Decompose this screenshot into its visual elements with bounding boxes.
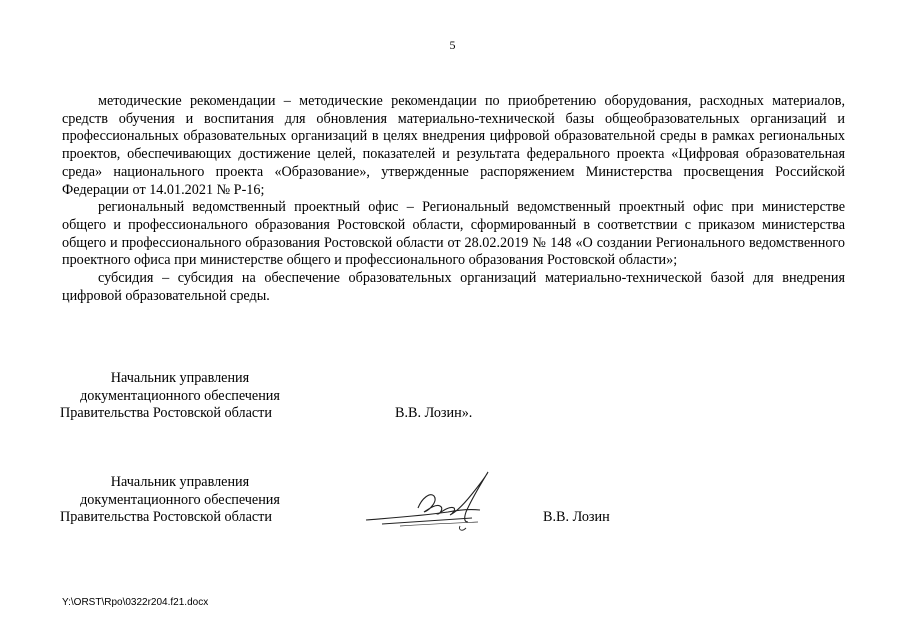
handwritten-signature — [360, 468, 510, 538]
signatory-name-2: В.В. Лозин — [543, 509, 610, 525]
definition-methodical-recommendations: методические рекомендации – методические рекомендации по приобретению оборудования, расходных материалов, средств обучения и воспитания для обновления материально-технической базы общеобразовательных организаций и профессиональных образовательных организаций в целях внедрения цифровой образовательной среды в рамках региональных проектов, обеспечивающих достижение целей, показателей и результата федерального проекта «Цифровая образовательная среда» национального проекта «Образование», утвержденные распоряжением Министерства просвещения Российской Федерации от 14.01.2021 № Р-16; — [62, 93, 845, 198]
signatory-name-1: В.В. Лозин». — [395, 405, 473, 421]
signatory-title-block-2 — [60, 474, 300, 527]
file-path-footer: Y:\ORST\Rpo\0322r204.f21.docx — [62, 597, 209, 608]
signatory-title-line-1: Начальник управления — [110, 370, 250, 386]
signatory-title-line-1: Начальник управления — [110, 474, 250, 490]
signatory-title-line-2: документационного обеспечения — [80, 491, 280, 508]
signatory-title-line-2: документационного обеспечения — [80, 387, 280, 404]
signatory-title-line-3: Правительства Ростовской области — [60, 405, 272, 422]
definition-subsidy: субсидия – субсидия на обеспечение образовательных организаций материально-технической базой для внедрения цифровой образовательной среды. — [62, 270, 845, 304]
page-number: 5 — [449, 38, 456, 52]
definitions-section — [62, 93, 845, 305]
signatory-title-block-1 — [60, 370, 300, 423]
signatory-title-line-3: Правительства Ростовской области — [60, 509, 272, 526]
definition-regional-project-office: региональный ведомственный проектный офис – Региональный ведомственный проектный офис при министерстве общего и профессионального образования Ростовской области, сформированный в соответствии с приказом министерства общего и профессионального образования Ростовской области от 28.02.2019 № 148 «О создании Регионального ведомственного проектного офиса при министерстве общего и профессионального образования Ростовской области»; — [62, 199, 845, 269]
